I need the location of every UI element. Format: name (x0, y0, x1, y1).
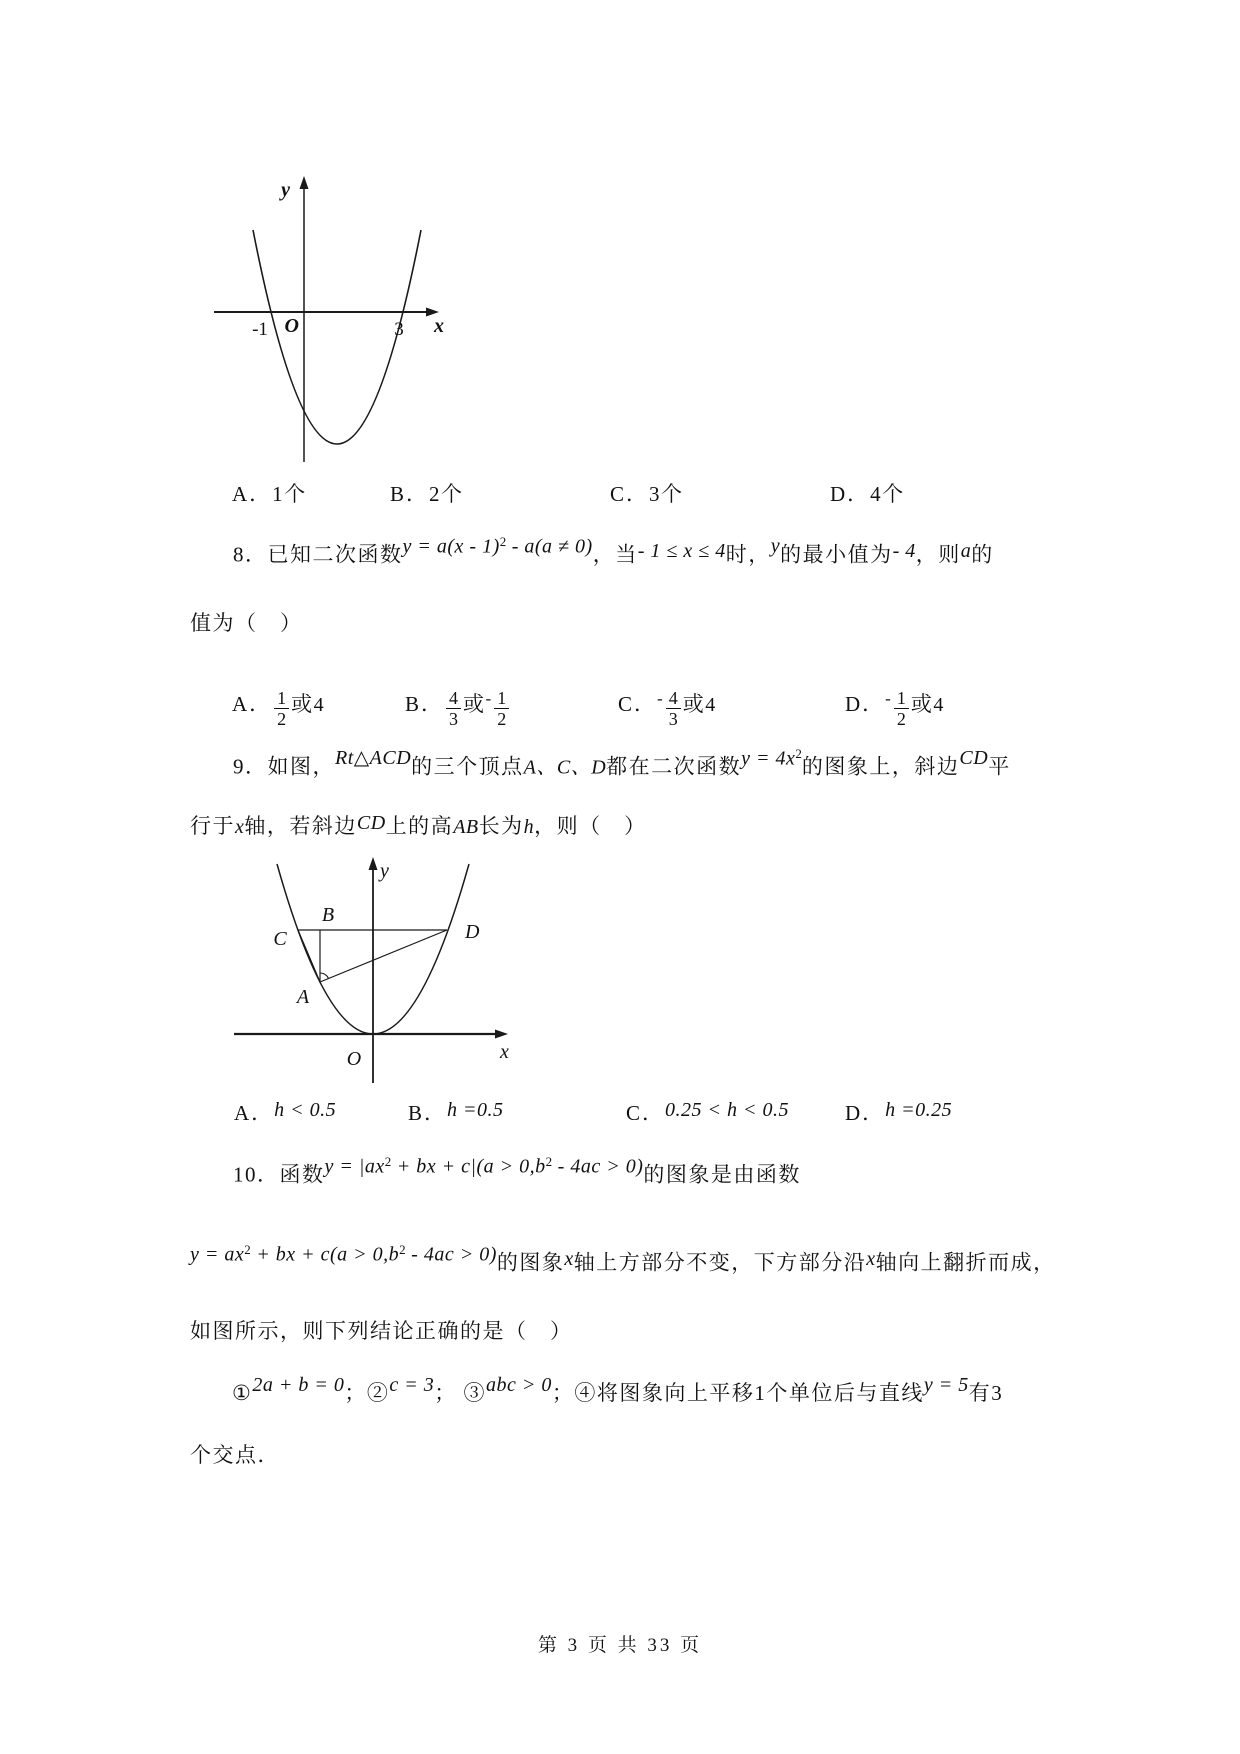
fig2-point-c-label: C (273, 928, 287, 950)
q7-option-d: D．4个 (830, 482, 905, 506)
fig2-y-arrow-icon (369, 857, 378, 870)
circled-3: ③ (463, 1381, 486, 1405)
q10-items-line2: 个交点． (190, 1443, 280, 1467)
q10-stem: 10．函数$y = |ax^2$ + bx + $c|(a > 0,b^2 - 4ac > 0)$的图象是由函数 (233, 1154, 801, 1187)
fig1-y-label: y (281, 179, 290, 201)
fig2-y-label: y (380, 860, 389, 882)
fig2-x-label: x (500, 1041, 509, 1063)
q8-stem-line2: 值为（ ） (190, 611, 303, 635)
q10-stem-line2: $y = ax^2$ + bx + $c(a > 0,b^2 - 4ac > 0)$的图象x轴上方部分不变，下方部分沿x轴向上翻折而成， (190, 1242, 1056, 1275)
q8-lead: 8．已知二次函数 (233, 542, 403, 567)
q10-items-row: ①2a + b = 0；②c = 3； ③abc > 0；④将图象向上平移1个单位后与直线y = 5有3 (232, 1374, 1004, 1405)
q8-option-d: D．- $\frac{1}{2}$ 或4 (845, 688, 944, 730)
fig2-x-arrow-icon (495, 1030, 508, 1039)
q8-option-a: A． $\frac{1}{2}$ 或4 (232, 688, 324, 730)
fig2-segment-ac (298, 930, 320, 982)
fig1-tick-3: 3 (394, 319, 404, 340)
q9-option-a: A．h < 0.5 (234, 1099, 337, 1125)
fig2-point-d-label: D (465, 921, 480, 943)
q9-stem: 9．如图，Rt△ACD的三个顶点A、C、D都在二次函数$y = 4x^2$的图象上，斜边CD平 (233, 746, 1011, 779)
q9-option-d: D．h =0.25 (845, 1099, 953, 1125)
q7-option-b: B．2个 (390, 482, 464, 506)
fig1-parabola-graph (198, 172, 446, 468)
q7-option-a: A．1个 (232, 482, 307, 506)
fig2-parabola-triangle-graph (228, 853, 520, 1085)
q9-option-c: C．0.25 < h < 0.5 (626, 1099, 790, 1125)
fig2-origin-label: O (346, 1048, 362, 1070)
fig2-point-b-label: B (321, 904, 335, 926)
fig2-right-angle-mark (320, 973, 329, 979)
q8-option-b: B． $\frac{4}{3}$ 或- $\frac{1}{2}$ (405, 688, 511, 729)
page-number-footer: 第 3 页 共 33 页 (537, 1635, 703, 1656)
fig2-segment-ad (320, 930, 447, 982)
q9-lead: 9．如图， (233, 754, 335, 779)
fig1-y-arrow-icon (300, 176, 309, 189)
fig1-x-label: x (434, 315, 444, 337)
circled-1: ① (232, 1381, 253, 1405)
q7-option-c: C．3个 (610, 482, 684, 506)
q9-stem-line2: 行于x轴，若斜边CD上的高AB长为h，则（ ） (190, 812, 647, 838)
fig1-origin-label: O (284, 315, 299, 337)
q9-option-b: B．h =0.5 (408, 1099, 504, 1125)
circled-2: ② (366, 1381, 390, 1405)
circled-4: ④ (574, 1381, 597, 1405)
q10-lead: 10．函数 (233, 1162, 325, 1187)
fig1-tick-neg1: -1 (252, 319, 268, 340)
q8-option-c: C．- $\frac{4}{3}$ 或4 (618, 688, 716, 730)
q8-stem: 8．已知二次函数y = a(x - 1)$^2$ - a(a ≠ 0)，当- 1 ≤ x ≤ 4时，y的最小值为- 4，则a的 (233, 534, 994, 567)
q10-stem-line3: 如图所示，则下列结论正确的是（ ） (190, 1319, 573, 1343)
fig2-point-a-label: A (296, 986, 310, 1008)
